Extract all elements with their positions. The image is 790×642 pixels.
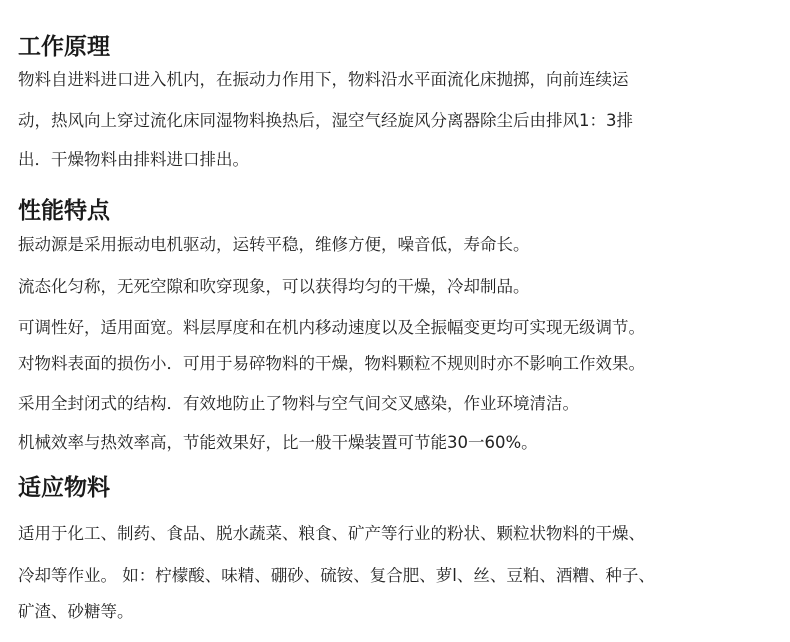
feature-line: 机械效率与热效率高，节能效果好，比一般干燥装置可节能30一60%。 (18, 433, 538, 452)
paragraph-line: 出．干燥物料由排料进口排出。 (18, 150, 249, 169)
feature-line: 对物料表面的损伤小．可用于易碎物料的干燥，物料颗粒不规则时亦不影响工作效果。 (18, 354, 645, 373)
feature-line: 采用全封闭式的结构．有效地防止了物料与空气间交叉感染，作业环境清洁。 (18, 394, 579, 413)
feature-line: 振动源是采用振动电机驱动，运转平稳，维修方便，噪音低，寿命长。 (18, 235, 530, 254)
section-heading-working-principle: 工作原理 (18, 34, 110, 60)
paragraph-line: 物料自进料进口进入机内，在振动力作用下，物料沿水平面流化床抛掷，向前连续运 (18, 70, 629, 89)
paragraph-line: 冷却等作业。 如：柠檬酸、味精、硼砂、硫铵、复合肥、萝l、丝、豆粕、酒糟、种子、 (18, 566, 655, 585)
feature-line: 流态化匀称，无死空隙和吹穿现象，可以获得均匀的干燥，冷却制品。 (18, 277, 530, 296)
section-heading-applicable-materials: 适应物料 (18, 475, 110, 501)
paragraph-line: 适用于化工、制药、食品、脱水蔬菜、粮食、矿产等行业的粉状、颗粒状物料的干燥、 (18, 524, 645, 543)
feature-line: 可调性好，适用面宽。料层厚度和在机内移动速度以及全振幅变更均可实现无级调节。 (18, 318, 645, 337)
paragraph-line: 矿渣、砂糖等。 (18, 602, 134, 621)
section-heading-performance-features: 性能特点 (18, 198, 110, 224)
paragraph-line: 动，热风向上穿过流化床同湿物料换热后，湿空气经旋风分离器除尘后由排风1：3排 (18, 111, 633, 130)
